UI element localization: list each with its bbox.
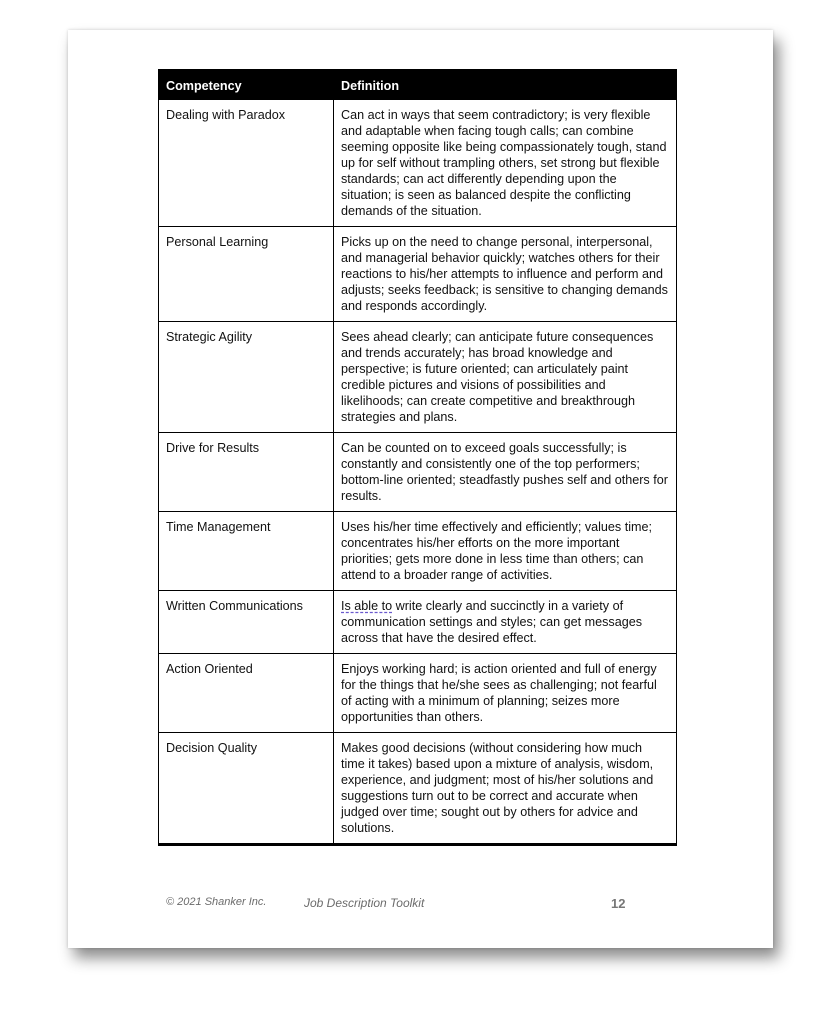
- competency-cell: Action Oriented: [159, 654, 334, 733]
- table-row: [159, 227, 677, 322]
- page-footer: [166, 896, 636, 912]
- table-row: [159, 512, 677, 591]
- definition-cell: [334, 591, 677, 654]
- definition-cell: Can act in ways that seem contradictory; is very flexible and adaptable when facing tough calls; can combine seeming opposite like being compassionately tough, stand up for self without trampling others, set strong but flexible standards; can act differently depending upon the situation; is seen as balanced despite the conflicting demands of the situation.: [334, 100, 677, 227]
- competency-cell: Written Communications: [159, 591, 334, 654]
- footer-copyright: © 2021 Shanker Inc.: [166, 896, 267, 908]
- table-row: [159, 322, 677, 433]
- spellcheck-underlined-text: Is able to: [341, 599, 393, 613]
- definition-cell: Picks up on the need to change personal, interpersonal, and managerial behavior quickly; watches others for their reactions to his/her attempts to influence and perform and adjusts; seeks feedback; is sensitive to changing demands and responds accordingly.: [334, 227, 677, 322]
- competency-cell: Dealing with Paradox: [159, 100, 334, 227]
- footer-page-number: 12: [611, 896, 626, 911]
- column-header-definition: Definition: [334, 70, 677, 100]
- footer-document-title: Job Description Toolkit: [304, 896, 425, 910]
- table-header-row: [159, 70, 677, 100]
- competency-table: [158, 69, 677, 846]
- definition-cell: Enjoys working hard; is action oriented and full of energy for the things that he/she sees as challenging; not fearful of acting with a minimum of planning; seizes more opportunities than others.: [334, 654, 677, 733]
- competency-cell: Strategic Agility: [159, 322, 334, 433]
- table-row: [159, 433, 677, 512]
- document-page: [68, 30, 773, 948]
- definition-cell: Uses his/her time effectively and efficiently; values time; concentrates his/her efforts on the more important priorities; gets more done in less time than others; can attend to a broader range of activities.: [334, 512, 677, 591]
- definition-cell: Sees ahead clearly; can anticipate future consequences and trends accurately; has broad knowledge and perspective; is future oriented; can articulately paint credible pictures and visions of possibilities and likelihoods; can create competitive and breakthrough strategies and plans.: [334, 322, 677, 433]
- table-row: [159, 733, 677, 845]
- table-row: [159, 591, 677, 654]
- table-row: [159, 100, 677, 227]
- column-header-competency: Competency: [159, 70, 334, 100]
- competency-cell: Time Management: [159, 512, 334, 591]
- definition-cell: Makes good decisions (without considering how much time it takes) based upon a mixture of analysis, wisdom, experience, and judgment; most of his/her solutions and suggestions turn out to be correct and accurate when judged over time; sought out by others for advice and solutions.: [334, 733, 677, 845]
- competency-cell: Decision Quality: [159, 733, 334, 845]
- table-row: [159, 654, 677, 733]
- definition-text: write clearly and succinctly in a variety of communication settings and styles; can get messages across that have the desired effect.: [341, 599, 643, 645]
- competency-cell: Personal Learning: [159, 227, 334, 322]
- competency-cell: Drive for Results: [159, 433, 334, 512]
- definition-cell: Can be counted on to exceed goals successfully; is constantly and consistently one of the top performers; bottom-line oriented; steadfastly pushes self and others for results.: [334, 433, 677, 512]
